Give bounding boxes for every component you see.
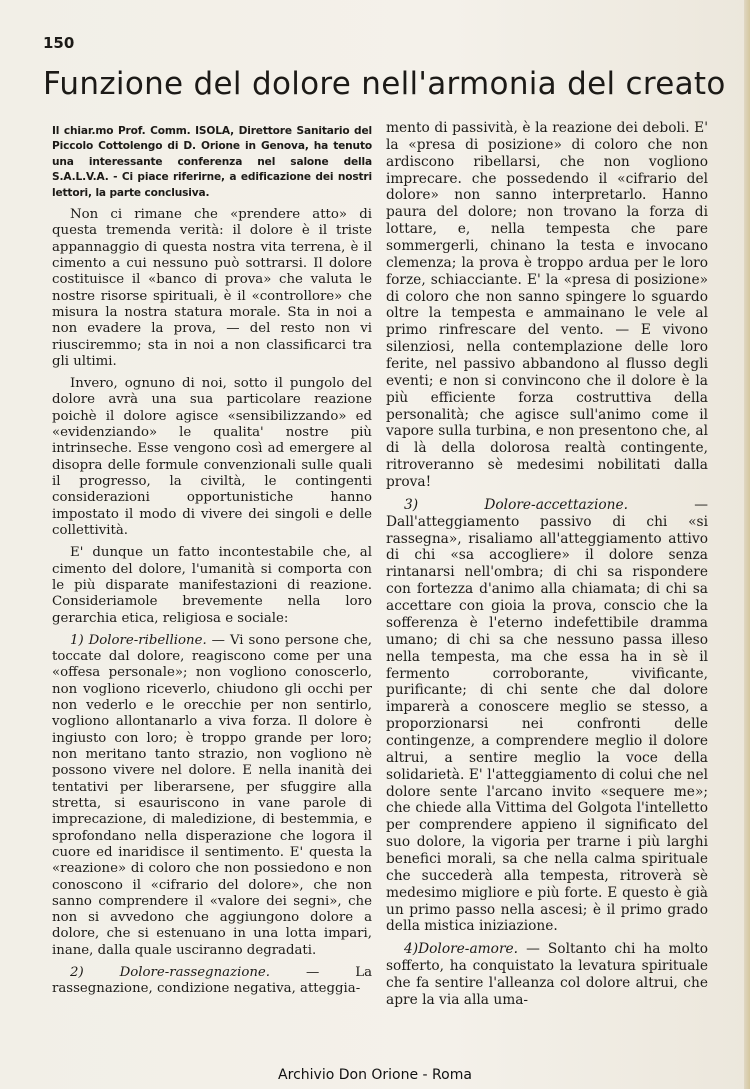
section-ribellione <box>52 633 372 959</box>
section-text: — Dall'atteggiamento passivo di chi «si rassegna», risaliamo all'atteggiamento attivo di chi «sa accogliere» il dolore senza rintanarsi nell'ombra; di chi sa rispondere con fortezza d'animo alla chiamata; di chi sa accettare con gioia la prova, conscio che la sofferenza è l'eterno indefettibile dramma umano; di chi sa che nessuno passa illeso nella tempesta, ma che essa ha in sè il fermento corroborante, vivificante, purificante; di chi sente che dal dolore imparerà a conoscere meglio se stesso, a proporzionarsi nei confronti delle contingenze, a comprendere meglio il dolore altrui, a sentire meglio la voce della solidarietà. E' l'atteggiamento di colui che nel dolore sente l'arcano invito «sequere me»; che chiede alla Vittima del Golgota l'intelletto per comprendere appieno il significato del suo dolore, la vigoria per trarne i più larghi benefici morali, sa che nella calma spirituale che succederà alla tempesta, ritroverà sè medesimo migliore e più forte. E questo è già un primo passo nella ascesi; è il primo grado della mistica iniziazione. <box>386 496 708 935</box>
page-edge <box>744 0 750 1089</box>
section-rassegnazione <box>52 965 372 998</box>
section-accettazione <box>386 497 708 935</box>
section-heading: 2) Dolore-rassegnazione. <box>70 965 270 981</box>
paragraph: E' dunque un fatto incontestabile che, al cimento del dolore, l'umanità si comporta con le più disparate manifestazioni di reazione. Consideriamole brevemente nella loro gerarchia etica, religiosa e sociale: <box>52 545 372 626</box>
section-text: — Vi sono persone che, toccate dal dolore, reagiscono come per una «offesa personale»; non vogliono conoscerlo, non vogliono riceverlo, chiudono gli occhi per non vederlo e le orecchie per non sentirlo, vogliono allontanarlo a viva forza. Il dolore è ingiusto con loro; è troppo grande per loro; non meritano tanto strazio, non vogliono nè possono vivere nel dolore. E nella inanità dei tentativi per liberarsene, per sfuggire alla stretta, si esauriscono in vane parole di imprecazione, di maledizione, di bestemmia, e sprofondano nella disperazione che logora il cuore ed inaridisce il sentimento. E' questa la «reazione» di coloro che non possiedono e non conoscono il «cifrario del dolore», che non sanno comprendere il «valore dei segni», che non si avvedono che aggiungono dolore a dolore, che si estenuano in una lotta impari, inane, dalla quale usciranno degradati. <box>52 632 372 958</box>
section-text: — Soltanto chi ha molto sofferto, ha conquistato la levatura spirituale che fa sentire l'alleanza col dolore altrui, che apre la via alla uma- <box>386 941 708 1008</box>
section-amore <box>386 941 708 1008</box>
paragraph: Non ci rimane che «prendere atto» di questa tremenda verità: il dolore è il triste appannaggio di questa nostra vita terrena, è il cimento a cui nessuno può sottrarsi. Il dolore costituisce il «banco di prova» che valuta le nostre risorse spirituali, è il «controllore» che misura la nostra statura morale. Sta in noi a non evadere la prova, — del resto non vi riusciremmo; sta in noi a non classificarci tra gli ultimi. <box>52 207 372 369</box>
section-rassegnazione-continued: mento di passività, è la reazione dei deboli. E' la «presa di posizione» di coloro che non ardiscono ribellarsi, che non vogliono imprecare. che possedendo il «cifrario del dolore» non sanno interpretarlo. Hanno paura del dolore; non trovano la forza di lottare, e, nella tempesta che pare sommergerli, chinano la testa e invocano clemenza; la prova è troppo ardua per le loro forze, schiacciante. E' la «presa di posizione» di coloro che non sanno spingere lo sguardo oltre la tempesta e ammainano le vele al primo rinfrescare del vento. — E vivono silenziosi, nella contemplazione delle loro ferite, nel passivo abbandono al flusso degli eventi; e non si convincono che il dolore è la più efficiente forza costruttiva della personalità; che agisce sull'animo come il vapore sulla turbina, e non presentono che, al di là della dolorosa realtà contingente, ritroveranno sè medesimi nobilitati dalla prova! <box>386 120 708 491</box>
section-heading: 4)Dolore-amore. <box>404 941 519 958</box>
page-number: 150 <box>43 34 75 52</box>
article-intro: Il chiar.mo Prof. Comm. ISOLA, Direttore Sanitario del Piccolo Cottolengo di D. Orione in Genova, ha tenuto una interessante conferenza nel salone della S.A.L.V.A. - Ci piace riferirne, a edificazione dei nostri lettori, la parte conclusiva. <box>52 125 372 199</box>
article-title: Funzione del dolore nell'armonia del creato <box>43 66 726 102</box>
right-column <box>386 120 708 1015</box>
archive-footer: Archivio Don Orione - Roma <box>278 1067 472 1083</box>
left-column <box>52 124 372 1004</box>
section-heading: 3) Dolore-accettazione. <box>404 496 628 513</box>
paragraph: Invero, ognuno di noi, sotto il pungolo del dolore avrà una sua particolare reazione poichè il dolore agisce «sensibilizzando» ed «evidenziando» le qualita' nostre più intrinseche. Esse vengono così ad emergere al disopra delle formule convenzionali sulle quali il progresso, la civiltà, le contingenti considerazioni opportunistiche hanno impostato il modo di vivere dei singoli e delle collettività. <box>52 376 372 538</box>
section-heading: 1) Dolore-ribellione. <box>70 632 207 648</box>
section-text: — La rassegnazione, condizione negativa, atteggia- <box>52 965 372 997</box>
